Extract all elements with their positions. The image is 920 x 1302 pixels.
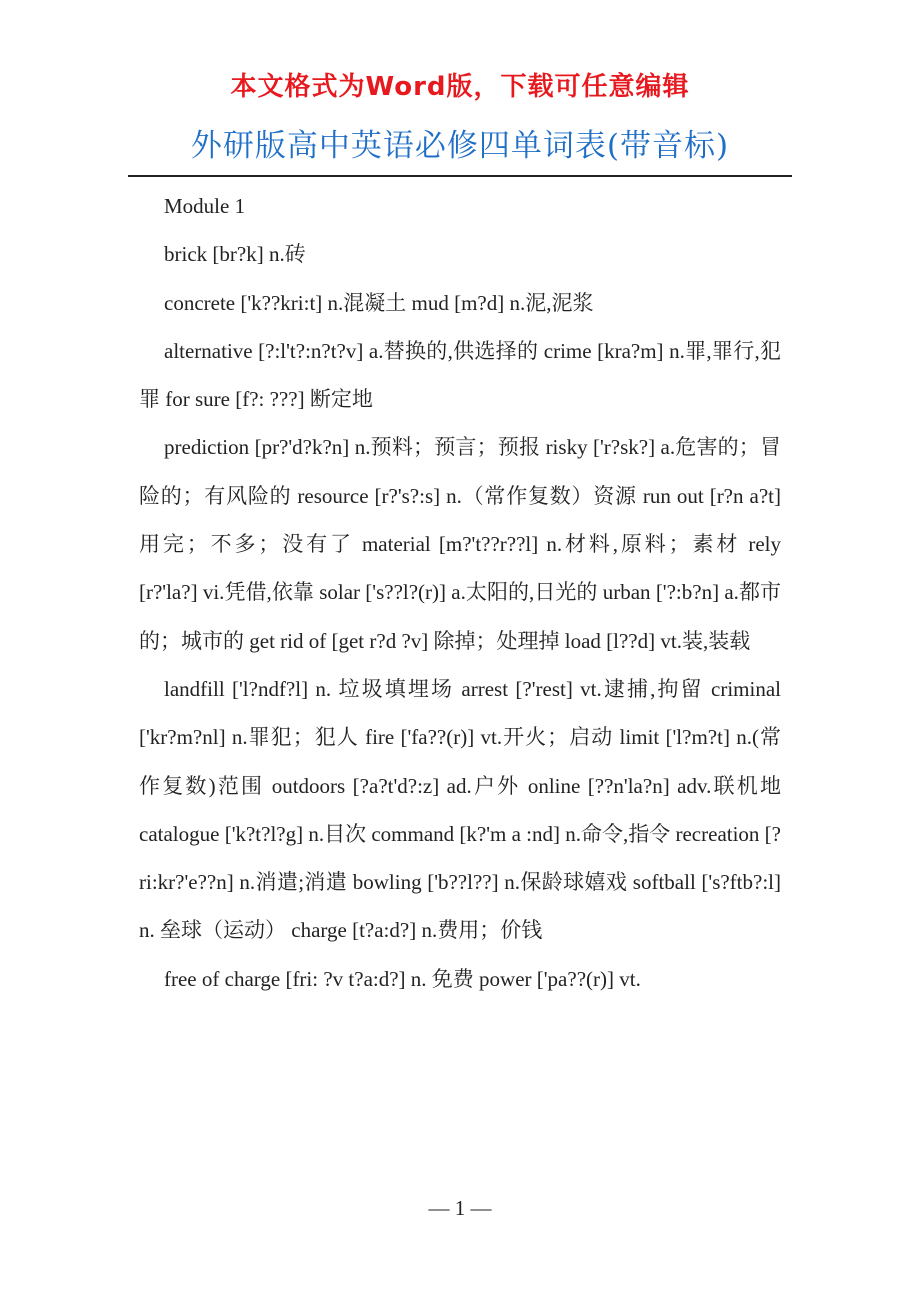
- vocab-paragraph: prediction [pr?'d?k?n] n.预料；预言；预报 risky ['r?sk?] a.危害的；冒险的；有风险的 resource [r?'s?:s] n.（常作复数）资源 run out [r?n a?t] 用完；不多；没有了 material [m?'t??r??l] n.材料,原料；素材 rely [r?'la?] vi.凭借,依靠 solar ['s??l?(r)] a.太阳的,日光的 urban ['?:b?n] a.都市的；城市的 get rid of [get r?d ?v] 除掉；处理掉 load [l??d] vt.装,装载: [139, 435, 781, 653]
- vocabulary-body: [139, 182, 781, 1003]
- module-heading: Module 1: [164, 194, 246, 218]
- page-number: — 1 —: [428, 1196, 492, 1220]
- vocab-paragraph: alternative [?:l't?:n?t?v] a.替换的,供选择的 crime [kra?m] n.罪,罪行,犯罪 for sure [f?: ???] 断定地: [139, 338, 781, 412]
- vocab-paragraph: concrete ['k??kri:t] n.混凝土 mud [m?d] n.泥,泥浆: [164, 290, 594, 315]
- title-divider: [128, 175, 792, 177]
- vocab-paragraph: landfill ['l?ndf?l] n. 垃圾填埋场 arrest [?'rest] vt.逮捕,拘留 criminal ['kr?m?nl] n.罪犯；犯人 fire ['fa??(r)] vt.开火；启动 limit ['l?m?t] n.(常作复数)范围 outdoors [?a?t'd?:z] ad.户外 online [??n'la?n] adv.联机地 catalogue ['k?t?l?g] n.目次 command [k?'m a :nd] n.命令,指令 recreation [?ri:kr?'e??n] n.消遣;消遣 bowling ['b??l??] n.保龄球嬉戏 softball ['s?ftb?:l] n. 垒球（运动） charge [t?a:d?] n.费用；价钱: [139, 676, 781, 943]
- download-notice: 本文格式为Word版，下载可任意编辑: [230, 72, 690, 102]
- page-title: 外研版高中英语必修四单词表(带音标): [190, 128, 730, 164]
- vocab-paragraph: brick [br?k] n.砖: [164, 242, 306, 267]
- vocab-paragraph: free of charge [fri: ?v t?a:d?] n. 免费 power ['pa??(r)] vt.: [164, 966, 641, 991]
